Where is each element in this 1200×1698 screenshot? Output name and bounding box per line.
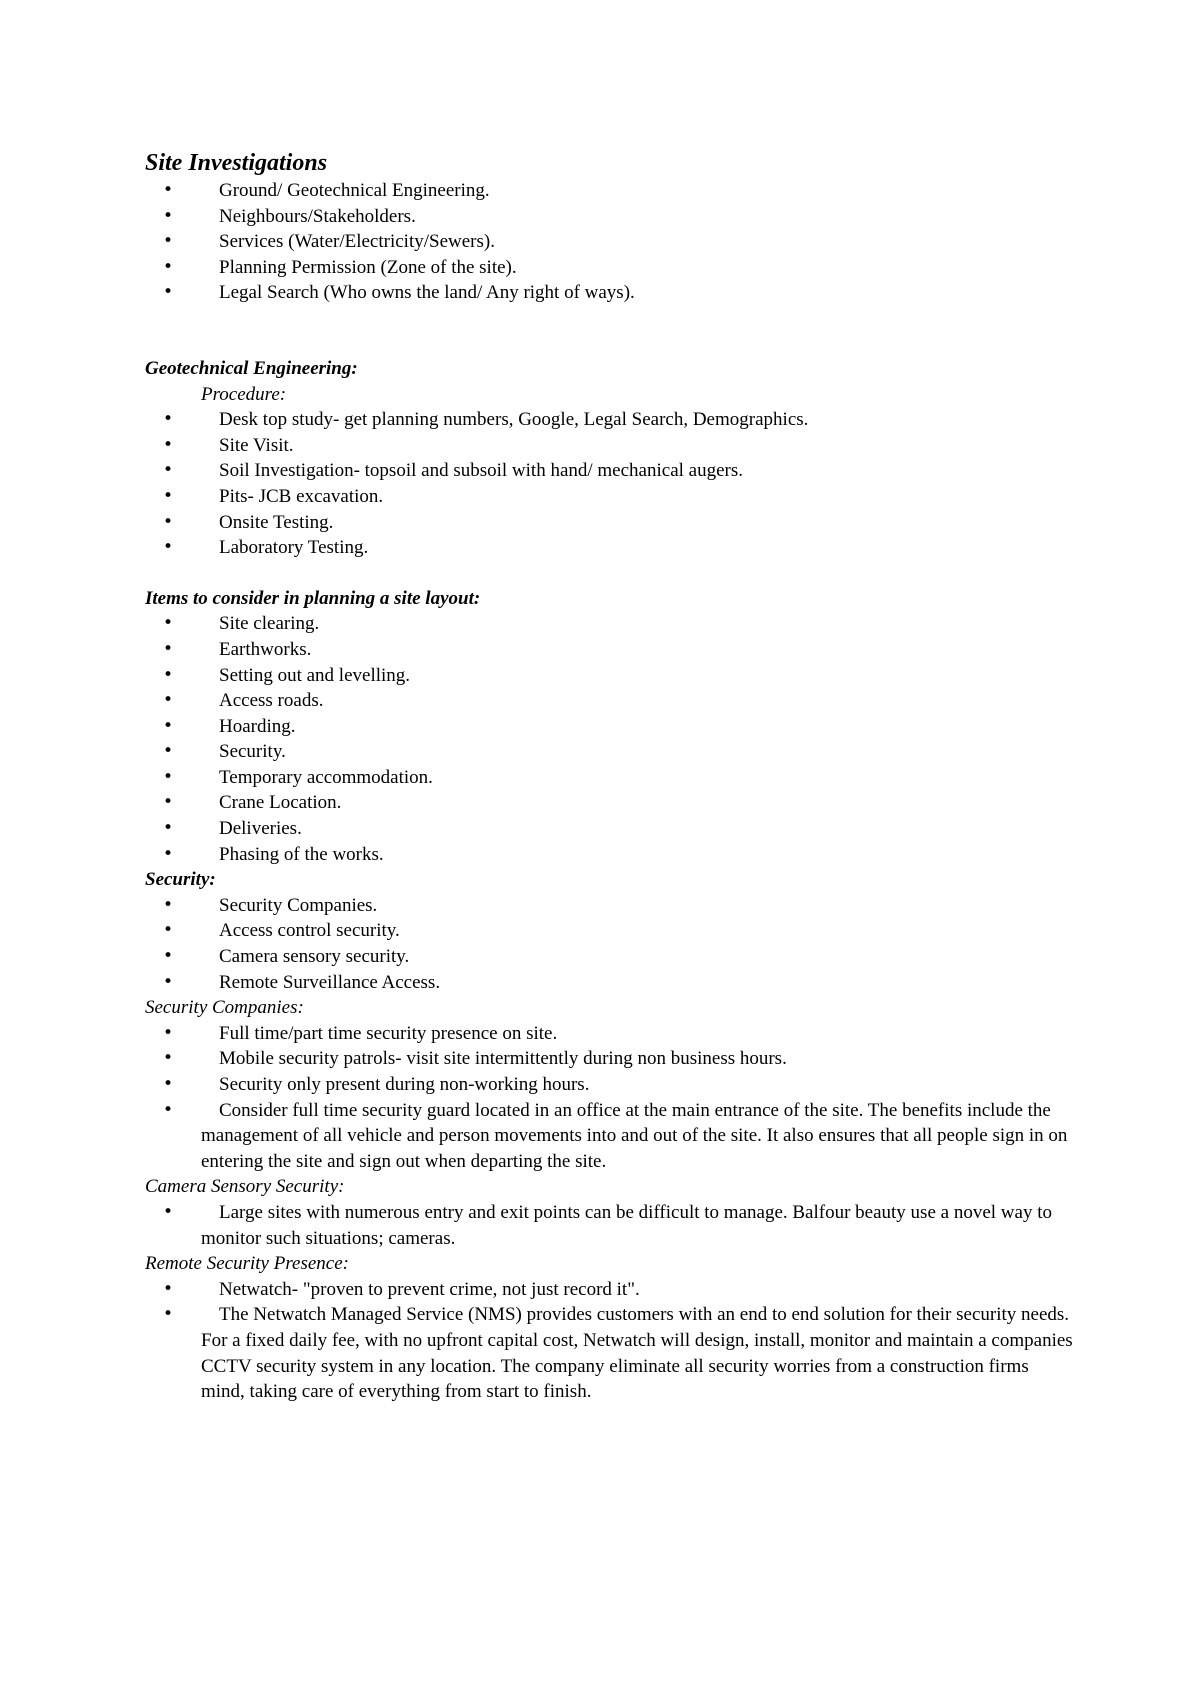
bullet-icon: • bbox=[162, 1278, 174, 1299]
bullet-icon: • bbox=[162, 690, 174, 711]
bullet-icon: • bbox=[162, 511, 174, 532]
list-item: • The Netwatch Managed Service (NMS) provides customers with an end to end solution for their security needs. For a fixed daily fee, with no upfront capital cost, Netwatch will design, install, monitor and maintain a companies CCTV security system in any location. The company eliminate all security worries from a construction firms mind, taking care of everything from start to finish. bbox=[162, 1304, 1073, 1403]
security-companies-list bbox=[145, 1021, 1075, 1175]
bullet-icon: • bbox=[162, 1099, 174, 1120]
camera-sensory-subheading: Camera Sensory Security: bbox=[145, 1176, 345, 1198]
list-item: • Soil Investigation- topsoil and subsoil with hand/ mechanical augers. bbox=[145, 458, 1075, 484]
list-item: • Phasing of the works. bbox=[145, 842, 1075, 868]
bullet-icon: • bbox=[162, 485, 174, 506]
list-item: • Large sites with numerous entry and exit points can be difficult to manage. Balfour beauty use a novel way to monitor such situations; cameras. bbox=[162, 1201, 1052, 1249]
bullet-icon: • bbox=[162, 971, 174, 992]
list-item: • Setting out and levelling. bbox=[145, 663, 1075, 689]
bullet-icon: • bbox=[162, 613, 174, 634]
bullet-icon: • bbox=[162, 766, 174, 787]
list-item: • Pits- JCB excavation. bbox=[145, 484, 1075, 510]
list-item: • Hoarding. bbox=[145, 714, 1075, 740]
security-list bbox=[145, 893, 1075, 995]
bullet-icon: • bbox=[162, 180, 174, 200]
geotechnical-heading: Geotechnical Engineering: bbox=[145, 357, 358, 379]
list-item: • Site clearing. bbox=[145, 611, 1075, 637]
list-item: • Camera sensory security. bbox=[145, 944, 1075, 970]
bullet-icon: • bbox=[162, 231, 174, 252]
bullet-icon: • bbox=[162, 818, 174, 839]
list-item: • Crane Location. bbox=[145, 790, 1075, 816]
list-item: • Legal Search (Who owns the land/ Any right of ways). bbox=[145, 280, 1075, 306]
list-item: • Earthworks. bbox=[145, 637, 1075, 663]
list-item: • Security only present during non-working hours. bbox=[145, 1072, 1075, 1098]
bullet-icon: • bbox=[162, 664, 174, 685]
list-item: • Site Visit. bbox=[145, 433, 1075, 459]
bullet-icon: • bbox=[162, 946, 174, 967]
list-item: • Full time/part time security presence on site. bbox=[145, 1021, 1075, 1047]
bullet-icon: • bbox=[162, 434, 174, 455]
bullet-icon: • bbox=[162, 1201, 174, 1222]
bullet-icon: • bbox=[162, 894, 174, 915]
security-heading: Security: bbox=[145, 869, 216, 891]
bullet-icon: • bbox=[162, 1304, 174, 1325]
bullet-icon: • bbox=[162, 1022, 174, 1043]
bullet-icon: • bbox=[162, 1074, 174, 1094]
site-investigations-list bbox=[145, 178, 1075, 306]
camera-sensory-list bbox=[145, 1200, 1075, 1251]
bullet-icon: • bbox=[162, 1048, 174, 1069]
list-item: • Remote Surveillance Access. bbox=[145, 970, 1075, 996]
bullet-icon: • bbox=[162, 638, 174, 659]
bullet-icon: • bbox=[162, 409, 174, 430]
list-item: • Access control security. bbox=[145, 918, 1075, 944]
list-item: • Services (Water/Electricity/Sewers). bbox=[145, 229, 1075, 255]
bullet-icon: • bbox=[162, 205, 174, 226]
list-item: • Planning Permission (Zone of the site). bbox=[145, 255, 1075, 281]
list-item: • Security Companies. bbox=[145, 893, 1075, 919]
list-item: • Temporary accommodation. bbox=[145, 765, 1075, 791]
list-item: • Netwatch- "proven to prevent crime, not just record it". bbox=[145, 1277, 1075, 1303]
geotechnical-list bbox=[145, 407, 1075, 561]
bullet-icon: • bbox=[162, 843, 174, 864]
list-item: • Deliveries. bbox=[145, 816, 1075, 842]
bullet-icon: • bbox=[162, 537, 174, 558]
site-layout-list bbox=[145, 611, 1075, 867]
remote-security-subheading: Remote Security Presence: bbox=[145, 1253, 349, 1275]
list-item: • Security. bbox=[145, 739, 1075, 765]
bullet-icon: • bbox=[162, 715, 174, 736]
security-companies-subheading: Security Companies: bbox=[145, 997, 304, 1019]
page-title: Site Investigations bbox=[145, 150, 328, 176]
site-layout-heading: Items to consider in planning a site layout: bbox=[145, 587, 481, 609]
bullet-icon: • bbox=[162, 792, 174, 813]
list-item: • Mobile security patrols- visit site intermittently during non business hours. bbox=[145, 1046, 1075, 1072]
list-item: • Desk top study- get planning numbers, Google, Legal Search, Demographics. bbox=[145, 407, 1075, 433]
bullet-icon: • bbox=[162, 920, 174, 941]
list-item: • Laboratory Testing. bbox=[145, 535, 1075, 561]
list-item: • Access roads. bbox=[145, 688, 1075, 714]
bullet-icon: • bbox=[162, 256, 174, 277]
list-item: • Onsite Testing. bbox=[145, 510, 1075, 536]
bullet-icon: • bbox=[162, 460, 174, 481]
bullet-icon: • bbox=[162, 282, 174, 303]
remote-security-list bbox=[145, 1277, 1075, 1405]
list-item: • Ground/ Geotechnical Engineering. bbox=[145, 178, 1075, 204]
procedure-subheading: Procedure: bbox=[201, 383, 287, 405]
list-item: • Neighbours/Stakeholders. bbox=[145, 204, 1075, 230]
list-item: • Consider full time security guard located in an office at the main entrance of the site. The benefits include the management of all vehicle and person movements into and out of the site. It also ensures that all people sign in on entering the site and sign out when departing the site. bbox=[162, 1099, 1068, 1172]
document-body bbox=[145, 148, 1075, 1405]
bullet-icon: • bbox=[162, 741, 174, 762]
